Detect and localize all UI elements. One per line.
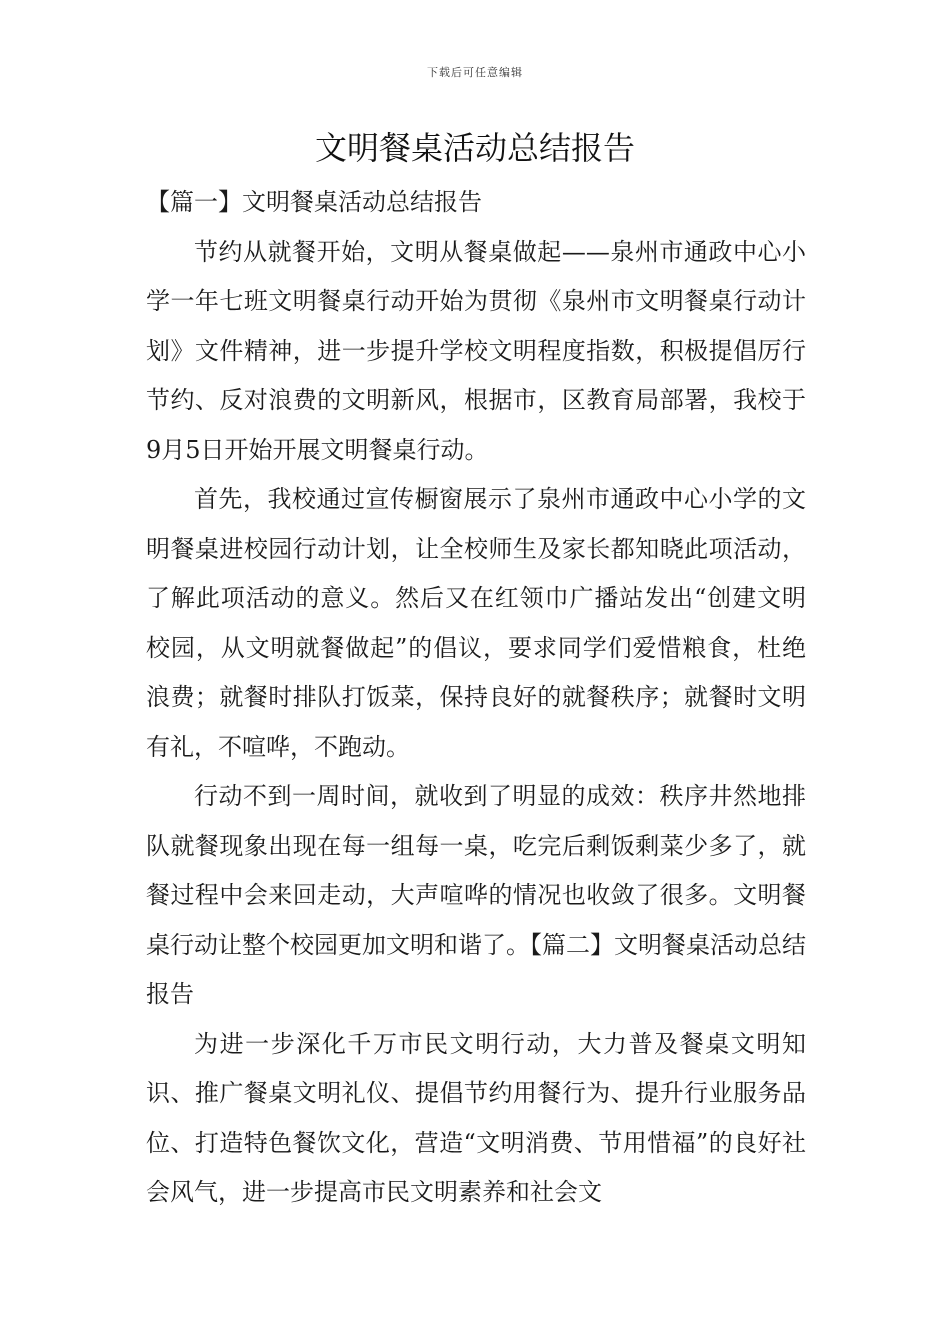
paragraph: 行动不到一周时间，就收到了明显的成效：秩序井然地排队就餐现象出现在每一组每一桌，吃完后剩饭剩菜少多了，就餐过程中会来回走动，大声喧哗的情况也收敛了很多。文明餐桌行动让整个校园更加文明和谐了。【篇二】文明餐桌活动总结报告 — [146, 782, 806, 1008]
paragraph: 节约从就餐开始，文明从餐桌做起——泉州市通政中心小学一年七班文明餐桌行动开始为贯彻《泉州市文明餐桌行动计划》文件精神，进一步提升学校文明程度指数，积极提倡厉行节约、反对浪费的文明新风，根据市，区教育局部署，我校于9月5日开始开展文明餐桌行动。 — [146, 237, 806, 464]
document-title: 文明餐桌活动总结报告 — [314, 129, 635, 167]
paragraph: 为进一步深化千万市民文明行动，大力普及餐桌文明知识、推广餐桌文明礼仪、提倡节约用餐行为、提升行业服务品位、打造特色餐饮文化，营造“文明消费、节用惜福”的良好社会风气，进一步提高市民文明素养和社会文 — [146, 1029, 806, 1206]
paragraph: 首先，我校通过宣传橱窗展示了泉州市通政中心小学的文明餐桌进校园行动计划，让全校师生及家长都知晓此项活动，了解此项活动的意义。然后又在红领巾广播站发出“创建文明校园，从文明就餐做起”的倡议，要求同学们爱惜粮食，杜绝浪费；就餐时排队打饭菜，保持良好的就餐秩序；就餐时文明有礼，不喧哗，不跑动。 — [146, 485, 806, 761]
document-body — [146, 178, 806, 1218]
header-note: 下载后可任意编辑 — [427, 66, 523, 79]
section-heading: 【篇一】文明餐桌活动总结报告 — [146, 188, 482, 216]
